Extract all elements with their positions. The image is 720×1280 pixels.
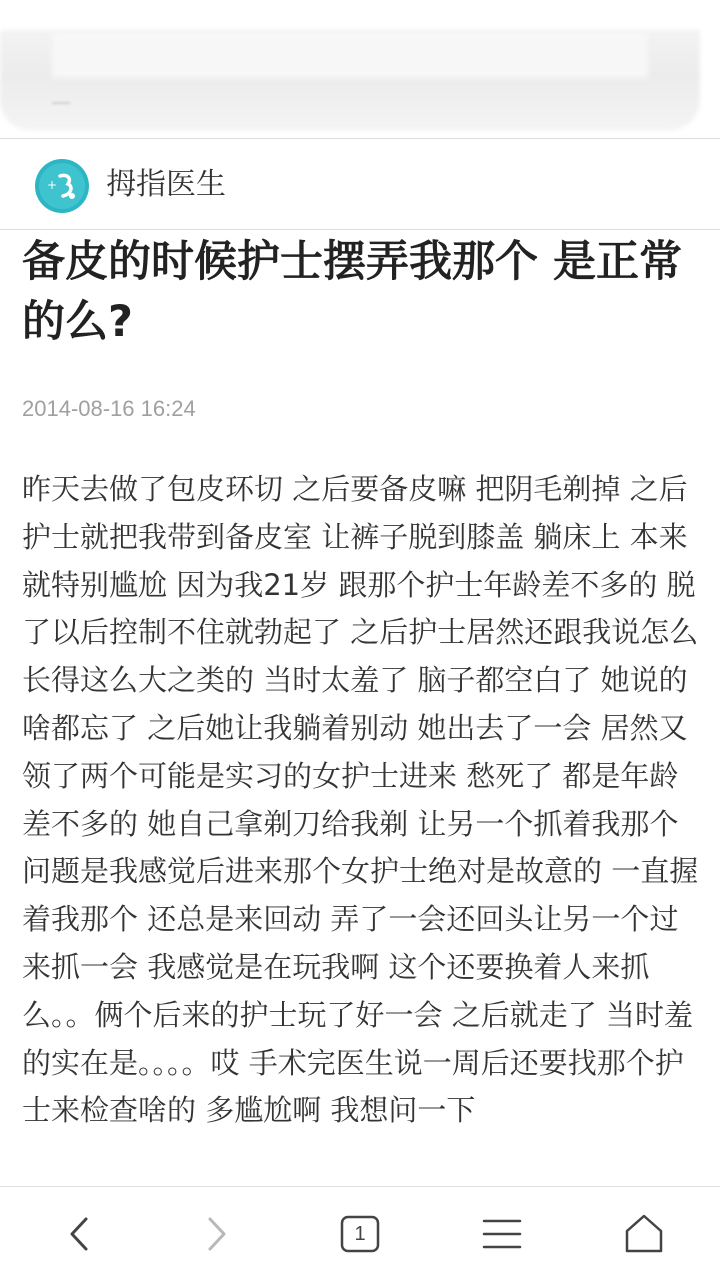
- home-icon: [572, 1187, 716, 1280]
- article-body: 昨天去做了包皮环切 之后要备皮嘛 把阴毛剃掉 之后护士就把我带到备皮室 让裤子脱到膝盖 躺床上 本来就特别尴尬 因为我21岁 跟那个护士年龄差不多的 脱了以后控制不住就勃起了 之后护士居然还跟我说怎么长得这么大之类的 当时太羞了 脑子都空白了 她说的啥都忘了 之后她让我躺着别动 她出去了一会 居然又领了两个可能是实习的女护士进来 愁死了 都是年龄差不多的 她自己拿剃刀给我剃 让另一个抓着我那个 问题是我感觉后进来那个女护士绝对是故意的 一直握着我那个 还总是来回动 弄了一会还回头让另一个过来抓一会 我感觉是在玩我啊 这个还要换着人来抓么。。俩个后来的护士玩了好一会 之后就走了 当时羞的实在是。。。。哎 手术完医生说一周后还要找那个护士来检查啥的 多尴尬啊 我想问一下: [22, 472, 699, 1128]
- tab-count: 1: [354, 1223, 366, 1245]
- blurred-banner[interactable]: [0, 0, 720, 139]
- source-name[interactable]: 拇指医生: [106, 167, 226, 202]
- article-date: 2014-08-16 16:24: [22, 396, 196, 421]
- home-button[interactable]: [572, 1187, 716, 1280]
- source-header[interactable]: [0, 139, 720, 230]
- thumb-doctor-logo-icon: [35, 159, 89, 213]
- svg-text:+: +: [47, 178, 58, 192]
- banner-mark: [52, 102, 70, 104]
- menu-button[interactable]: [430, 1187, 574, 1280]
- forward-button[interactable]: [148, 1187, 292, 1280]
- hamburger-menu-icon: [430, 1187, 574, 1280]
- tabs-button[interactable]: [288, 1187, 432, 1280]
- chevron-right-icon: [148, 1187, 292, 1280]
- article-title: 备皮的时候护士摆弄我那个 是正常的么?: [22, 237, 682, 347]
- banner-content: [52, 32, 648, 78]
- back-button[interactable]: [4, 1187, 148, 1280]
- chevron-left-icon: [4, 1187, 148, 1280]
- browser-bottom-nav: [0, 1186, 720, 1280]
